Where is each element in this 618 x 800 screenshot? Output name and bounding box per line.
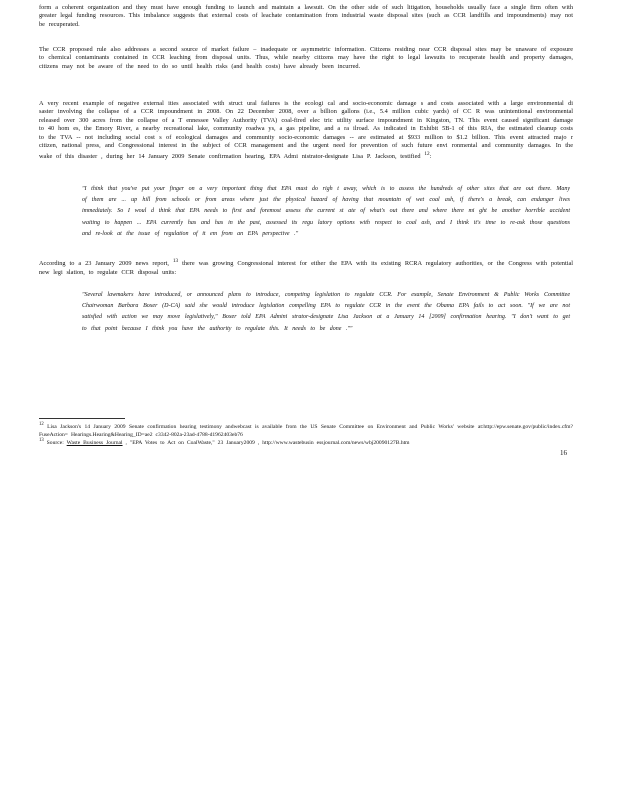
footnote-source-prefix: Source:: [46, 439, 67, 446]
paragraph-litigation: form a coherent organization and they must have enough funding to launch and maintain a lawsuit. On the other side of such litigation, households usually face a single firm often with greater legal funding resources. This imbalance suggests that external costs of leachate contamination from industrial waste disposal sites (such as CCR landfills and impoundments) may not be recuperated.: [39, 4, 573, 28]
footnote-source-title: Waste Business Journal: [66, 439, 123, 446]
footnote-number: 12: [39, 422, 44, 427]
footnote-ref-12: 12: [424, 151, 430, 158]
paragraph-congressional-interest: [39, 257, 573, 277]
footnote-divider: [39, 418, 125, 419]
paragraph-tva-text: A very recent example of negative external ities associated with struct ural failures is the ecologi cal and socio-economic damage s and costs associated with a large environmental di saster involving the collapse of a CCR impoundment in 2008. On 22 December 2008, over a billion gallons (i.e., 5.4 million cubic yards) of CC R was unintentional environmental released over 300 acres from the collapse of a T ennessee Valley Authority (TVA) coal-fired elec tric utility surface impoundment in Kingston, TN. This event caused significant damage to 40 hom es, the Emory River, a nearby recreational lake, community roadwa ys, a gas pipeline, and a ra ilroad. As indicated in Exhibit 5B-1 of this RIA, the estimated cleanup costs to the TVA -- not including social cost s of ecological damages and community socio-economic damages -- are estimated at $933 million to $1.2 billion. This event attracted majo r citizen, national press, and Congressional interest in the subject of CCR management and the urgent need for prevention of such future envi ronmental and community damages. In the wake of this disaster , during her 14 January 2009 Senate confirmation hearing, EPA Admi nistrator-designate Lisa P. Jackson, testified: [39, 100, 573, 161]
footnote-source-rest: , "EPA Votes to Act on CoalWaste," 23 January2009 , http://www.wastebusin essjournal.com/news/wbj20090127B.htm: [122, 439, 410, 446]
paragraph-asymmetric-information: The CCR proposed rule also addresses a second source of market failure – inadequate or asymmetric information. Citizens residing near CCR disposal sites may be unaware of exposure to chemical contaminants contained in CCR leaching from disposal units. Thus, while nearby citizens may have the right to legal lawsuits to recuperate health and property damages, citizens may not be aware of the need to do so until health risks (and health costs) have already been incurred.: [39, 46, 573, 70]
footnote-13: [39, 437, 573, 447]
footnote-text: Lisa Jackson's 14 January 2009 Senate confirmation hearing testimony andwebcast is available from the US Senate Committee on Environment and Public Works' website at:http://epw.senate.gov/public/index.cfm?FuseAction= Hearings.Hearing&Hearing_ID=ae2 c3342-802a-23ad-4788-d1962403eb76: [39, 423, 574, 438]
page-number: 16: [560, 449, 567, 457]
paragraph-tva-example: A very recent example of negative external ities associated with struct ural failures is the ecologi cal and socio-economic damage s and costs associated with a large environmental di saster involving the collapse of a CCR impoundment in 2008. On 22 December 2008, over a billion gallons (i.e., 5.4 million cubic yards) of CC R was unintentional environmental released over 300 acres from the collapse of a T ennessee Valley Authority (TVA) coal-fired elec tric utility surface impoundment in Kingston, TN. This event caused significant damage to 40 hom es, the Emory River, a nearby recreational lake, community roadwa ys, a gas pipeline, and a ra ilroad. As indicated in Exhibit 5B-1 of this RIA, the estimated cleanup costs to the TVA -- not including social cost s of ecological damages and community socio-economic damages -- are estimated at $933 million to $1.2 billion. This event attracted majo r citizen, national press, and Congressional interest in the subject of CCR management and the urgent need for prevention of such future envi ronmental and community damages. In the wake of this disaster , during her 14 January 2009 Senate confirmation hearing, EPA Admi nistrator-designate Lisa P. Jackson, testified $^{12}$:: [39, 100, 573, 161]
paragraph-congress-text: According to a 23 January 2009 news report, $^{13}$ there was growing Congressional interest for either the EPA with its existing RCRA regulatory authorities, or the Congress with potential new legi slation, to regulate CCR disposal units:: [39, 258, 573, 276]
footnote-number: 13: [39, 438, 44, 443]
boxer-legislation-quote: "Several lawmakers have introduced, or announced plans to introduce, competing legislation to regulate CCR. For example, Senate Environment & Public Works Committee Chairwoman Barbara Boxer (D-CA) said she would introduce legislation compelling EPA to regulate CCR in the event the Obama EPA fails to act soon. "If we are not satisfied with action we may move legislatively," Boxer told EPA Admini strator-designate Lisa Jackson at a January 14 [2009] confirmation hearing. "I don't want to get to that point because I think you have the authority to regulate this. It needs to be done ."": [82, 292, 570, 332]
jackson-testimony-quote: "I think that you've put your finger on a very important thing that EPA must do righ t away, which is to assess the hundreds of other sites that are out there. Many of them are ... up hill from schools or from areas where just the physical hazard of having that mountain of wet coal ash, if there's a break, can endanger lives immediately. So I woul d think that EPA needs to first and foremost assess the current st ate of what's out there and where there mi ght be another horrible accident waiting to happen ... EPA currently has and has in the past, assessed its regu latory options with respect to coal ash, and I think it's time to re-ask those questions and re-look at the issue of regulation of it em from an EPA perspective .": [82, 186, 570, 237]
footnote-ref-13: 13: [172, 258, 179, 264]
